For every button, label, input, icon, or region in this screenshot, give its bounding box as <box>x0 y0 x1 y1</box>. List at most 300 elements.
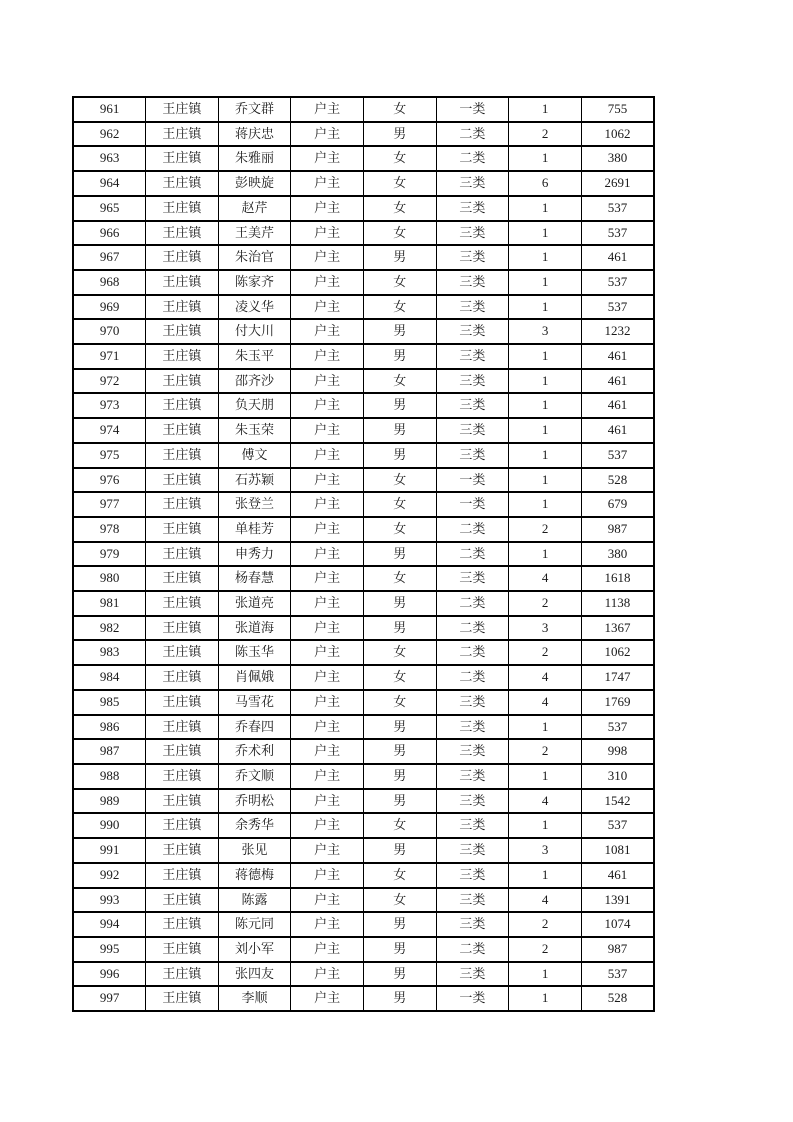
cell-row-number: 994 <box>73 912 146 937</box>
cell-amount: 310 <box>581 764 654 789</box>
cell-householder: 户主 <box>291 270 364 295</box>
cell-householder: 户主 <box>291 492 364 517</box>
cell-amount: 380 <box>581 146 654 171</box>
cell-name: 肖佩娥 <box>218 665 291 690</box>
cell-household-size: 4 <box>509 789 582 814</box>
cell-town: 王庄镇 <box>146 196 219 221</box>
cell-town: 王庄镇 <box>146 937 219 962</box>
cell-town: 王庄镇 <box>146 813 219 838</box>
cell-town: 王庄镇 <box>146 369 219 394</box>
cell-row-number: 996 <box>73 962 146 987</box>
cell-town: 王庄镇 <box>146 171 219 196</box>
roster-table-body <box>73 97 654 1011</box>
cell-amount: 537 <box>581 962 654 987</box>
cell-amount: 537 <box>581 715 654 740</box>
cell-household-size: 1 <box>509 270 582 295</box>
cell-householder: 户主 <box>291 789 364 814</box>
cell-name: 单桂芳 <box>218 517 291 542</box>
cell-category: 二类 <box>436 146 509 171</box>
cell-category: 二类 <box>436 640 509 665</box>
cell-gender: 男 <box>364 739 437 764</box>
cell-amount: 461 <box>581 393 654 418</box>
cell-household-size: 1 <box>509 542 582 567</box>
cell-gender: 男 <box>364 962 437 987</box>
cell-category: 三类 <box>436 344 509 369</box>
cell-gender: 女 <box>364 888 437 913</box>
table-row <box>73 344 654 369</box>
cell-gender: 女 <box>364 146 437 171</box>
cell-household-size: 1 <box>509 369 582 394</box>
cell-gender: 男 <box>364 715 437 740</box>
table-row <box>73 838 654 863</box>
cell-householder: 户主 <box>291 888 364 913</box>
cell-town: 王庄镇 <box>146 591 219 616</box>
cell-householder: 户主 <box>291 764 364 789</box>
table-row <box>73 715 654 740</box>
cell-name: 蒋庆忠 <box>218 122 291 147</box>
cell-amount: 528 <box>581 468 654 493</box>
cell-householder: 户主 <box>291 690 364 715</box>
cell-householder: 户主 <box>291 739 364 764</box>
cell-amount: 461 <box>581 863 654 888</box>
table-row <box>73 863 654 888</box>
cell-category: 三类 <box>436 690 509 715</box>
cell-amount: 1747 <box>581 665 654 690</box>
cell-name: 陈玉华 <box>218 640 291 665</box>
cell-household-size: 1 <box>509 393 582 418</box>
cell-gender: 男 <box>364 591 437 616</box>
cell-town: 王庄镇 <box>146 270 219 295</box>
cell-row-number: 979 <box>73 542 146 567</box>
cell-town: 王庄镇 <box>146 764 219 789</box>
cell-household-size: 2 <box>509 591 582 616</box>
cell-household-size: 1 <box>509 344 582 369</box>
table-row <box>73 369 654 394</box>
cell-householder: 户主 <box>291 962 364 987</box>
cell-name: 杨春慧 <box>218 566 291 591</box>
cell-name: 申秀力 <box>218 542 291 567</box>
cell-name: 赵芹 <box>218 196 291 221</box>
cell-household-size: 1 <box>509 468 582 493</box>
cell-amount: 461 <box>581 369 654 394</box>
cell-category: 三类 <box>436 270 509 295</box>
cell-row-number: 969 <box>73 295 146 320</box>
cell-amount: 380 <box>581 542 654 567</box>
cell-amount: 1081 <box>581 838 654 863</box>
table-row <box>73 443 654 468</box>
cell-gender: 女 <box>364 295 437 320</box>
cell-name: 余秀华 <box>218 813 291 838</box>
cell-row-number: 976 <box>73 468 146 493</box>
table-row <box>73 665 654 690</box>
cell-name: 张四友 <box>218 962 291 987</box>
cell-name: 邵齐沙 <box>218 369 291 394</box>
cell-name: 张登兰 <box>218 492 291 517</box>
cell-town: 王庄镇 <box>146 838 219 863</box>
cell-householder: 户主 <box>291 813 364 838</box>
cell-gender: 男 <box>364 393 437 418</box>
cell-row-number: 967 <box>73 245 146 270</box>
cell-town: 王庄镇 <box>146 690 219 715</box>
cell-household-size: 4 <box>509 690 582 715</box>
cell-category: 三类 <box>436 443 509 468</box>
cell-row-number: 984 <box>73 665 146 690</box>
cell-amount: 528 <box>581 986 654 1011</box>
cell-householder: 户主 <box>291 245 364 270</box>
cell-householder: 户主 <box>291 295 364 320</box>
cell-row-number: 963 <box>73 146 146 171</box>
cell-town: 王庄镇 <box>146 492 219 517</box>
cell-household-size: 6 <box>509 171 582 196</box>
cell-name: 张道海 <box>218 616 291 641</box>
cell-gender: 女 <box>364 468 437 493</box>
cell-householder: 户主 <box>291 517 364 542</box>
cell-category: 三类 <box>436 566 509 591</box>
cell-town: 王庄镇 <box>146 962 219 987</box>
cell-row-number: 973 <box>73 393 146 418</box>
cell-amount: 461 <box>581 344 654 369</box>
cell-town: 王庄镇 <box>146 566 219 591</box>
cell-category: 三类 <box>436 813 509 838</box>
cell-town: 王庄镇 <box>146 344 219 369</box>
cell-amount: 1769 <box>581 690 654 715</box>
cell-gender: 女 <box>364 517 437 542</box>
cell-row-number: 975 <box>73 443 146 468</box>
cell-town: 王庄镇 <box>146 986 219 1011</box>
cell-name: 朱治官 <box>218 245 291 270</box>
cell-category: 二类 <box>436 122 509 147</box>
cell-town: 王庄镇 <box>146 715 219 740</box>
cell-amount: 987 <box>581 937 654 962</box>
cell-town: 王庄镇 <box>146 221 219 246</box>
cell-row-number: 997 <box>73 986 146 1011</box>
cell-row-number: 988 <box>73 764 146 789</box>
cell-category: 一类 <box>436 986 509 1011</box>
cell-town: 王庄镇 <box>146 517 219 542</box>
cell-gender: 女 <box>364 97 437 122</box>
cell-name: 负天朋 <box>218 393 291 418</box>
cell-row-number: 980 <box>73 566 146 591</box>
cell-household-size: 1 <box>509 146 582 171</box>
cell-gender: 女 <box>364 270 437 295</box>
cell-category: 三类 <box>436 715 509 740</box>
cell-name: 石苏颖 <box>218 468 291 493</box>
cell-category: 三类 <box>436 196 509 221</box>
cell-gender: 女 <box>364 665 437 690</box>
cell-householder: 户主 <box>291 863 364 888</box>
cell-household-size: 3 <box>509 319 582 344</box>
cell-category: 三类 <box>436 171 509 196</box>
cell-category: 三类 <box>436 962 509 987</box>
cell-name: 张见 <box>218 838 291 863</box>
cell-household-size: 1 <box>509 295 582 320</box>
cell-gender: 男 <box>364 542 437 567</box>
cell-householder: 户主 <box>291 591 364 616</box>
cell-town: 王庄镇 <box>146 640 219 665</box>
cell-household-size: 3 <box>509 616 582 641</box>
cell-household-size: 1 <box>509 813 582 838</box>
table-row <box>73 764 654 789</box>
cell-row-number: 982 <box>73 616 146 641</box>
cell-gender: 男 <box>364 443 437 468</box>
cell-name: 傅文 <box>218 443 291 468</box>
cell-town: 王庄镇 <box>146 319 219 344</box>
cell-amount: 1391 <box>581 888 654 913</box>
cell-amount: 537 <box>581 295 654 320</box>
cell-town: 王庄镇 <box>146 97 219 122</box>
cell-name: 李顺 <box>218 986 291 1011</box>
cell-name: 付大川 <box>218 319 291 344</box>
cell-category: 三类 <box>436 393 509 418</box>
cell-household-size: 1 <box>509 196 582 221</box>
cell-name: 朱雅丽 <box>218 146 291 171</box>
cell-row-number: 972 <box>73 369 146 394</box>
cell-row-number: 977 <box>73 492 146 517</box>
cell-gender: 女 <box>364 640 437 665</box>
cell-gender: 女 <box>364 196 437 221</box>
cell-gender: 男 <box>364 986 437 1011</box>
cell-name: 乔春四 <box>218 715 291 740</box>
cell-householder: 户主 <box>291 393 364 418</box>
cell-name: 蒋德梅 <box>218 863 291 888</box>
cell-householder: 户主 <box>291 665 364 690</box>
cell-gender: 女 <box>364 813 437 838</box>
cell-row-number: 971 <box>73 344 146 369</box>
cell-householder: 户主 <box>291 986 364 1011</box>
cell-category: 三类 <box>436 789 509 814</box>
cell-gender: 男 <box>364 912 437 937</box>
cell-householder: 户主 <box>291 196 364 221</box>
cell-household-size: 1 <box>509 986 582 1011</box>
cell-amount: 537 <box>581 813 654 838</box>
cell-row-number: 961 <box>73 97 146 122</box>
cell-gender: 男 <box>364 764 437 789</box>
cell-householder: 户主 <box>291 542 364 567</box>
table-row <box>73 640 654 665</box>
cell-gender: 女 <box>364 221 437 246</box>
cell-amount: 998 <box>581 739 654 764</box>
cell-householder: 户主 <box>291 418 364 443</box>
cell-householder: 户主 <box>291 319 364 344</box>
cell-category: 二类 <box>436 542 509 567</box>
cell-householder: 户主 <box>291 937 364 962</box>
cell-row-number: 987 <box>73 739 146 764</box>
cell-name: 陈露 <box>218 888 291 913</box>
table-row <box>73 97 654 122</box>
cell-category: 一类 <box>436 97 509 122</box>
cell-town: 王庄镇 <box>146 146 219 171</box>
cell-household-size: 4 <box>509 566 582 591</box>
cell-row-number: 965 <box>73 196 146 221</box>
cell-household-size: 1 <box>509 443 582 468</box>
cell-gender: 女 <box>364 171 437 196</box>
cell-household-size: 2 <box>509 122 582 147</box>
table-row <box>73 418 654 443</box>
cell-gender: 女 <box>364 369 437 394</box>
cell-row-number: 992 <box>73 863 146 888</box>
cell-gender: 男 <box>364 418 437 443</box>
table-row <box>73 270 654 295</box>
table-row <box>73 962 654 987</box>
table-row <box>73 591 654 616</box>
table-row <box>73 393 654 418</box>
cell-town: 王庄镇 <box>146 739 219 764</box>
cell-category: 三类 <box>436 739 509 764</box>
cell-row-number: 983 <box>73 640 146 665</box>
cell-town: 王庄镇 <box>146 245 219 270</box>
cell-amount: 537 <box>581 196 654 221</box>
cell-row-number: 989 <box>73 789 146 814</box>
table-row <box>73 245 654 270</box>
cell-amount: 537 <box>581 270 654 295</box>
table-row <box>73 492 654 517</box>
cell-gender: 男 <box>364 616 437 641</box>
cell-category: 二类 <box>436 665 509 690</box>
cell-householder: 户主 <box>291 616 364 641</box>
cell-household-size: 1 <box>509 962 582 987</box>
cell-householder: 户主 <box>291 221 364 246</box>
cell-category: 二类 <box>436 937 509 962</box>
cell-name: 凌义华 <box>218 295 291 320</box>
cell-householder: 户主 <box>291 146 364 171</box>
cell-row-number: 995 <box>73 937 146 962</box>
cell-town: 王庄镇 <box>146 542 219 567</box>
cell-category: 三类 <box>436 912 509 937</box>
table-row <box>73 937 654 962</box>
cell-householder: 户主 <box>291 912 364 937</box>
cell-name: 陈家齐 <box>218 270 291 295</box>
cell-category: 三类 <box>436 319 509 344</box>
cell-town: 王庄镇 <box>146 789 219 814</box>
cell-amount: 679 <box>581 492 654 517</box>
cell-row-number: 993 <box>73 888 146 913</box>
cell-category: 三类 <box>436 838 509 863</box>
cell-name: 陈元同 <box>218 912 291 937</box>
cell-name: 马雪花 <box>218 690 291 715</box>
cell-name: 王美芹 <box>218 221 291 246</box>
cell-town: 王庄镇 <box>146 468 219 493</box>
cell-category: 三类 <box>436 888 509 913</box>
cell-category: 三类 <box>436 369 509 394</box>
table-row <box>73 122 654 147</box>
cell-town: 王庄镇 <box>146 443 219 468</box>
cell-category: 一类 <box>436 492 509 517</box>
cell-householder: 户主 <box>291 566 364 591</box>
cell-name: 乔术利 <box>218 739 291 764</box>
table-row <box>73 295 654 320</box>
table-row <box>73 739 654 764</box>
cell-household-size: 1 <box>509 492 582 517</box>
cell-householder: 户主 <box>291 468 364 493</box>
cell-amount: 1074 <box>581 912 654 937</box>
cell-category: 三类 <box>436 295 509 320</box>
cell-name: 刘小军 <box>218 937 291 962</box>
roster-table <box>72 96 655 1012</box>
cell-householder: 户主 <box>291 344 364 369</box>
cell-gender: 女 <box>364 690 437 715</box>
cell-row-number: 986 <box>73 715 146 740</box>
cell-name: 乔明松 <box>218 789 291 814</box>
cell-town: 王庄镇 <box>146 418 219 443</box>
cell-name: 彭映旋 <box>218 171 291 196</box>
cell-household-size: 1 <box>509 245 582 270</box>
cell-householder: 户主 <box>291 838 364 863</box>
cell-name: 朱玉平 <box>218 344 291 369</box>
table-row <box>73 542 654 567</box>
cell-household-size: 1 <box>509 221 582 246</box>
cell-amount: 987 <box>581 517 654 542</box>
cell-household-size: 2 <box>509 937 582 962</box>
cell-row-number: 974 <box>73 418 146 443</box>
cell-town: 王庄镇 <box>146 912 219 937</box>
cell-gender: 女 <box>364 566 437 591</box>
cell-category: 二类 <box>436 591 509 616</box>
cell-household-size: 4 <box>509 888 582 913</box>
cell-amount: 2691 <box>581 171 654 196</box>
cell-gender: 女 <box>364 863 437 888</box>
cell-category: 一类 <box>436 468 509 493</box>
cell-householder: 户主 <box>291 443 364 468</box>
table-row <box>73 517 654 542</box>
cell-category: 三类 <box>436 221 509 246</box>
cell-category: 三类 <box>436 418 509 443</box>
cell-town: 王庄镇 <box>146 616 219 641</box>
cell-amount: 461 <box>581 418 654 443</box>
cell-row-number: 968 <box>73 270 146 295</box>
cell-amount: 755 <box>581 97 654 122</box>
cell-householder: 户主 <box>291 122 364 147</box>
cell-household-size: 1 <box>509 764 582 789</box>
cell-gender: 男 <box>364 122 437 147</box>
cell-town: 王庄镇 <box>146 122 219 147</box>
table-row <box>73 468 654 493</box>
cell-row-number: 985 <box>73 690 146 715</box>
cell-category: 二类 <box>436 616 509 641</box>
cell-household-size: 3 <box>509 838 582 863</box>
cell-gender: 女 <box>364 492 437 517</box>
table-row <box>73 789 654 814</box>
cell-row-number: 981 <box>73 591 146 616</box>
cell-gender: 男 <box>364 937 437 962</box>
table-row <box>73 616 654 641</box>
table-row <box>73 566 654 591</box>
cell-name: 乔文群 <box>218 97 291 122</box>
cell-amount: 1542 <box>581 789 654 814</box>
table-row <box>73 171 654 196</box>
cell-amount: 537 <box>581 443 654 468</box>
cell-householder: 户主 <box>291 97 364 122</box>
table-row <box>73 221 654 246</box>
table-row <box>73 146 654 171</box>
cell-amount: 1232 <box>581 319 654 344</box>
cell-row-number: 962 <box>73 122 146 147</box>
table-row <box>73 813 654 838</box>
cell-town: 王庄镇 <box>146 295 219 320</box>
cell-row-number: 978 <box>73 517 146 542</box>
cell-name: 朱玉荣 <box>218 418 291 443</box>
cell-name: 乔文顺 <box>218 764 291 789</box>
cell-category: 三类 <box>436 245 509 270</box>
cell-householder: 户主 <box>291 715 364 740</box>
table-row <box>73 690 654 715</box>
table-row <box>73 888 654 913</box>
cell-name: 张道亮 <box>218 591 291 616</box>
cell-gender: 男 <box>364 319 437 344</box>
cell-household-size: 2 <box>509 517 582 542</box>
cell-town: 王庄镇 <box>146 888 219 913</box>
cell-household-size: 4 <box>509 665 582 690</box>
cell-household-size: 1 <box>509 418 582 443</box>
